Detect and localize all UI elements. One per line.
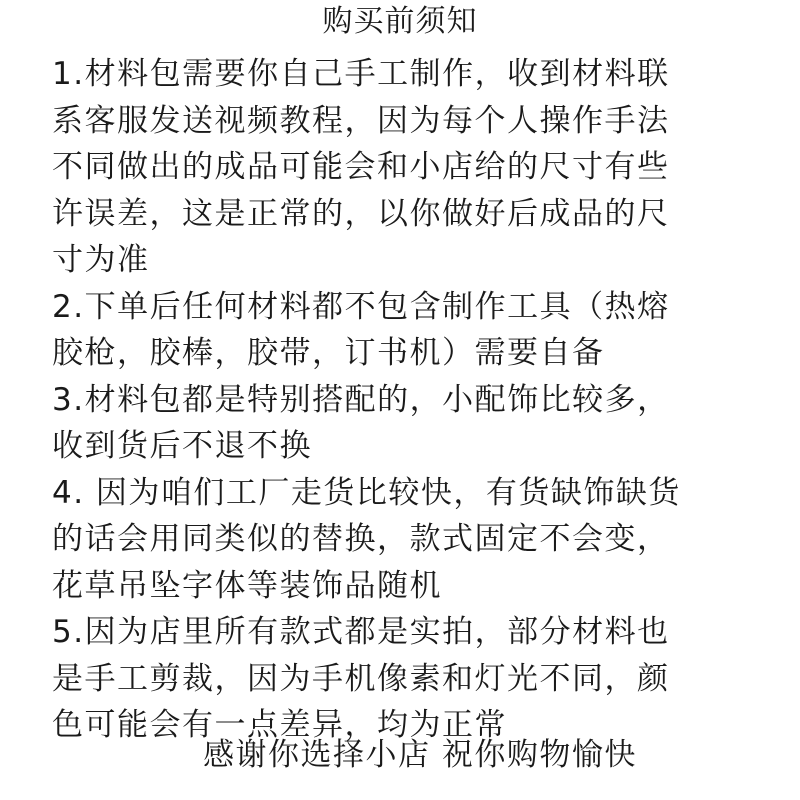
notice-line: 2.下单后任何材料都不包含制作工具（热熔 [52,288,670,325]
notice-line: 的话会用同类似的替换，款式固定不会变， [52,521,670,557]
notice-line: 系客服发送视频教程，因为每个人操作手法 [52,102,670,139]
thank-you-footer: 感谢你选择小店 祝你购物愉快 [203,737,637,773]
notice-line: 3.材料包都是特别搭配的，小配饰比较多， [52,381,670,418]
notice-body [52,51,772,749]
notice-line: 5.因为店里所有款式都是实拍，部分材料也 [52,614,670,650]
notice-line: 不同做出的成品可能会和小店给的尺寸有些 [52,149,670,185]
notice-line: 寸为准 [52,242,150,278]
notice-line: 色可能会有一点差异，均为正常 [52,707,507,743]
notice-line: 1.材料包需要你自己手工制作，收到材料联 [52,56,670,92]
notice-line: 花草吊坠字体等装饰品随机 [52,567,442,604]
notice-line: 许误差，这是正常的，以你做好后成品的尺 [52,195,670,232]
notice-line: 4. 因为咱们工厂走货比较快，有货缺饰缺货 [52,474,681,511]
notice-line: 收到货后不退不换 [52,428,312,464]
notice-line: 胶枪，胶棒，胶带，订书机）需要自备 [52,335,605,371]
notice-line: 是手工剪裁，因为手机像素和灯光不同，颜 [52,660,670,697]
page-title: 购买前须知 [322,4,478,39]
